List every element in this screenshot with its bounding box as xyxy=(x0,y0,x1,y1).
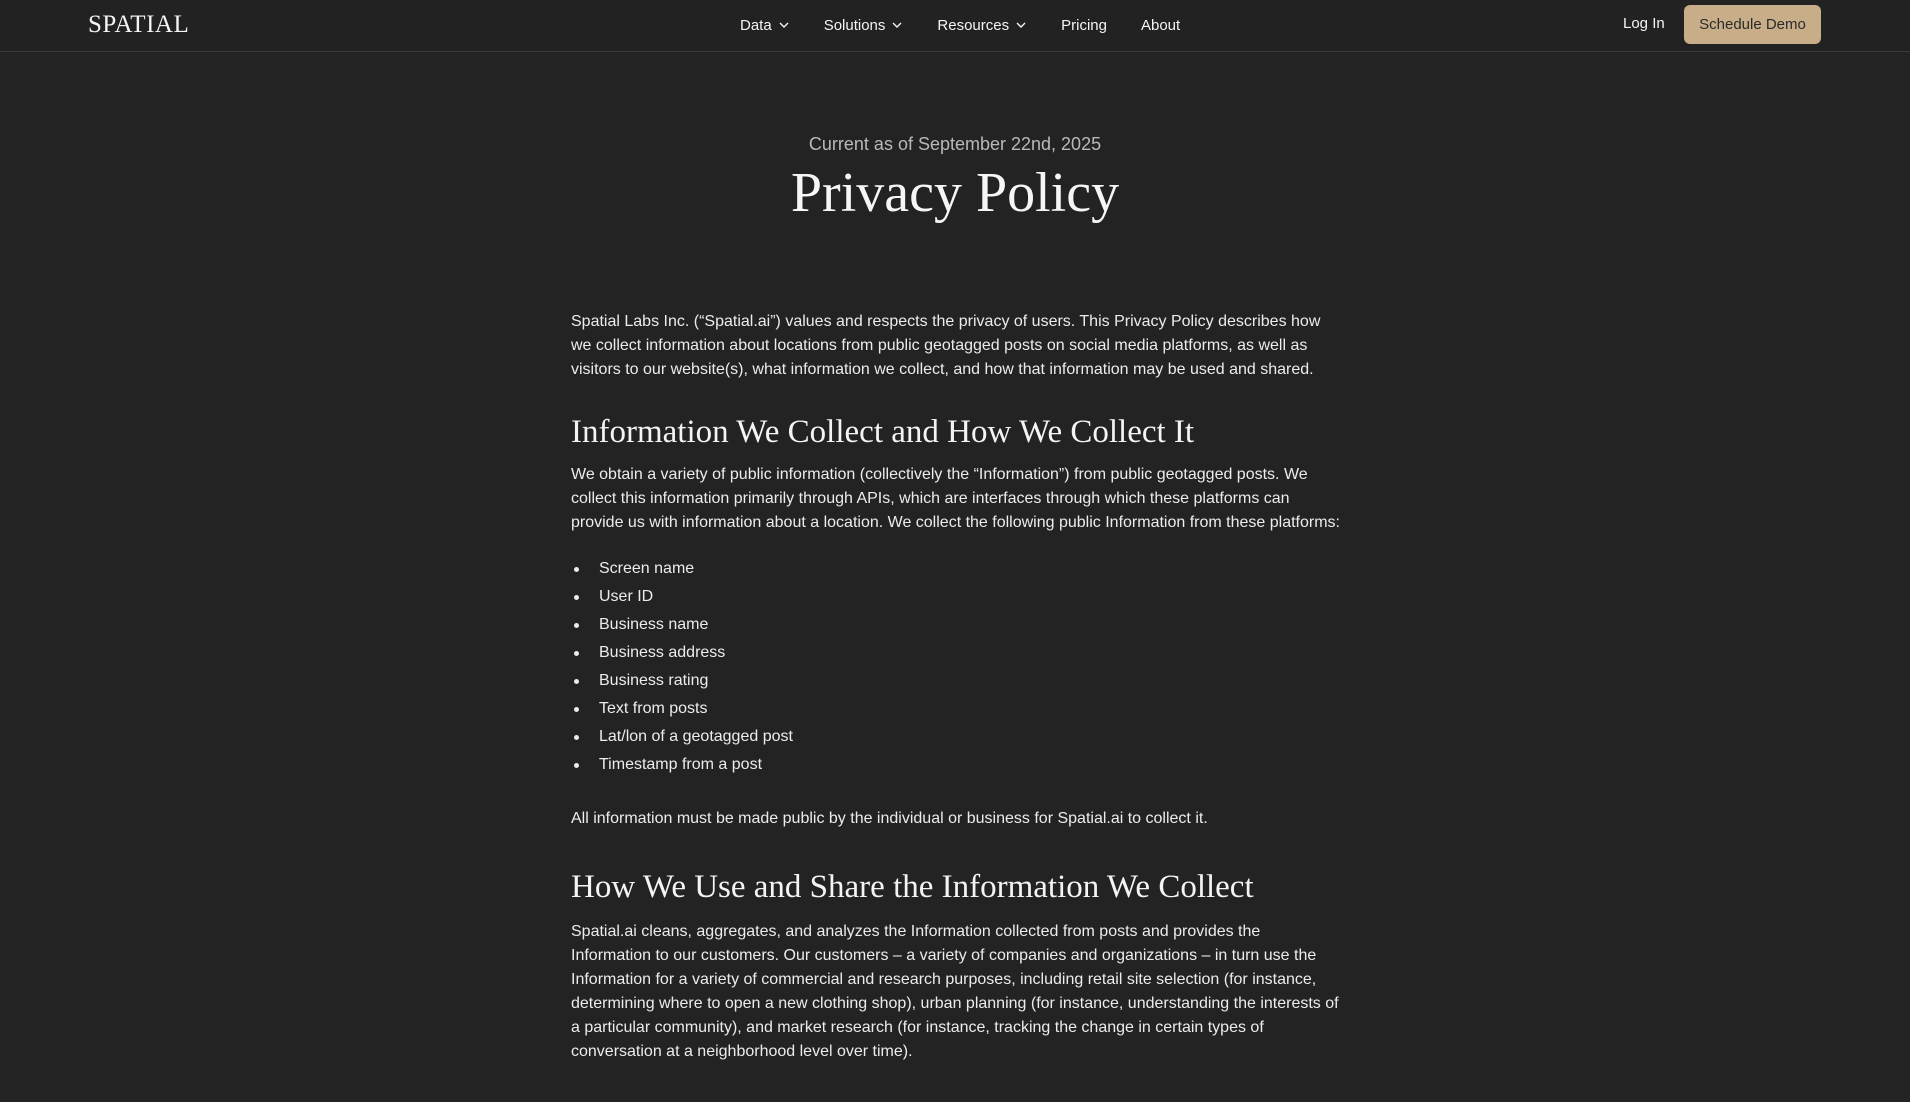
nav-item-resources[interactable] xyxy=(937,17,1027,34)
collected-info-list xyxy=(571,555,1341,779)
section-heading-collect: Information We Collect and How We Collect It xyxy=(571,414,1195,450)
bullet-icon xyxy=(574,567,579,572)
list-item-text: Text from posts xyxy=(599,700,708,717)
list-item xyxy=(571,611,1341,639)
bullet-icon xyxy=(574,623,579,628)
public-info-note: All information must be made public by the individual or business for Spatial.ai to collect it. xyxy=(571,810,1208,827)
nav-item-label: Pricing xyxy=(1061,16,1107,34)
chevron-down-icon xyxy=(891,19,903,31)
bullet-icon xyxy=(574,707,579,712)
last-updated-date: Current as of September 22nd, 2025 xyxy=(808,134,1102,154)
top-navigation-bar xyxy=(0,0,1910,52)
list-item xyxy=(571,639,1341,667)
nav-item-label: Solutions xyxy=(823,16,886,34)
list-item xyxy=(571,555,1341,583)
bullet-icon xyxy=(574,735,579,740)
policy-article xyxy=(571,310,1341,1064)
list-item xyxy=(571,751,1341,779)
login-link[interactable]: Log In xyxy=(1623,15,1665,32)
list-item xyxy=(571,695,1341,723)
section-heading-use: How We Use and Share the Information We Collect xyxy=(571,869,1254,905)
list-item-text: Lat/lon of a geotagged post xyxy=(599,728,793,745)
chevron-down-icon xyxy=(1015,19,1027,31)
list-item-text: Business rating xyxy=(599,672,709,689)
nav-item-label: Resources xyxy=(937,16,1010,34)
list-item-text: Screen name xyxy=(599,560,695,577)
list-item-text: Business name xyxy=(599,616,709,633)
nav-item-label: About xyxy=(1140,16,1181,34)
list-item-text: User ID xyxy=(599,588,654,605)
bullet-icon xyxy=(574,679,579,684)
intro-paragraph: Spatial Labs Inc. (“Spatial.ai”) values and respects the privacy of users. This Privacy Policy describes how we collect information about locations from public geotagged posts on social media platforms, as well as visitors to our website(s), what information we collect, and how that information may be used and shared. xyxy=(571,313,1321,378)
page-title: Privacy Policy xyxy=(790,162,1120,224)
list-item-text: Timestamp from a post xyxy=(599,756,763,773)
list-item xyxy=(571,583,1341,611)
schedule-demo-button[interactable]: Schedule Demo xyxy=(1684,5,1821,44)
bullet-icon xyxy=(574,763,579,768)
list-item-text: Business address xyxy=(599,644,726,661)
bullet-icon xyxy=(574,651,579,656)
chevron-down-icon xyxy=(778,19,790,31)
list-item xyxy=(571,667,1341,695)
section-body-collect: We obtain a variety of public information (collectively the “Information”) from public geotagged posts. We collect this information primarily through APIs, which are interfaces through which these platforms can provide us with information about a location. We collect the following public Information from these platforms: xyxy=(571,466,1340,531)
main-nav xyxy=(740,0,1180,50)
nav-item-solutions[interactable] xyxy=(824,17,904,34)
list-item xyxy=(571,723,1341,751)
nav-item-pricing[interactable] xyxy=(1061,17,1107,34)
nav-item-about[interactable] xyxy=(1141,17,1180,34)
nav-item-label: Data xyxy=(740,16,772,34)
nav-item-data[interactable] xyxy=(740,17,790,34)
spatial-logo[interactable]: SPATIAL xyxy=(88,11,190,38)
section-body-use: Spatial.ai cleans, aggregates, and analyzes the Information collected from posts and provides the Information to our customers. Our customers – a variety of companies and organizations – in turn use the Information for a variety of commercial and research purposes, including retail site selection (for instance, determining where to open a new clothing shop), urban planning (for instance, understanding the interests of a particular community), and market research (for instance, tracking the change in certain types of conversation at a neighborhood level over time). xyxy=(571,923,1339,1060)
bullet-icon xyxy=(574,595,579,600)
